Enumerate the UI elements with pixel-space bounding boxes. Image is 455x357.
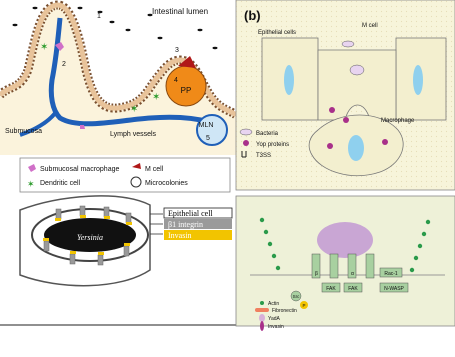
legend-c-2: YadA <box>268 316 280 322</box>
legend-c-0: Actin <box>268 301 280 307</box>
microcolony-icon <box>131 177 141 187</box>
panel-b-tag: (b) <box>244 8 261 23</box>
actin-icon <box>260 301 264 305</box>
submucosa-label: Submucosa <box>5 128 42 135</box>
dendritic-cell-icon: ✶ <box>27 179 35 189</box>
fibronectin-icon <box>255 308 269 312</box>
invasin-bacterium <box>317 222 373 258</box>
legend-a-3: Microcolonies <box>145 180 188 187</box>
c-label-0: FAK <box>326 286 336 292</box>
number-4: 4 <box>174 77 178 84</box>
epithelial-label: Epithelial cells <box>258 30 297 36</box>
panel-a <box>0 5 236 155</box>
yersinia-label: Yersinia <box>77 233 103 242</box>
number-5: 5 <box>206 135 210 142</box>
c-label-3: N-WASP <box>384 286 404 292</box>
lumen-title: Intestinal lumen <box>152 7 209 16</box>
c-label-5: P <box>302 303 306 308</box>
legend-y-2: Invasin <box>168 231 192 240</box>
m-cell-label: M cell <box>362 23 378 29</box>
invasin-icon <box>260 321 264 331</box>
yada-icon <box>259 314 265 322</box>
panel-c <box>236 196 455 331</box>
legend-a-0: Submucosal macrophage <box>40 166 120 173</box>
bacteria-icon <box>240 129 252 135</box>
svg-text:✶: ✶ <box>130 104 139 115</box>
legend-a-2: Dendritic cell <box>40 180 81 187</box>
lymph-vessels-label: Lymph vessels <box>110 131 157 138</box>
number-1: 1 <box>97 13 101 20</box>
legend-b-1: Yop proteins <box>256 142 290 148</box>
number-3: 3 <box>175 47 179 54</box>
panel-b <box>236 0 455 190</box>
mln-node <box>197 115 227 145</box>
c-label-1: FAK <box>348 286 358 292</box>
macrophage-label: Macrophage <box>381 118 415 124</box>
legend-a-1: M cell <box>145 166 164 173</box>
c-label-2: Rac-1 <box>384 271 398 277</box>
svg-text:✶: ✶ <box>40 42 49 53</box>
legend-b-2: T3SS <box>256 153 272 159</box>
mln-label: MLN <box>198 122 214 129</box>
panel-yersinia <box>0 196 236 325</box>
pp-label: PP <box>180 86 192 95</box>
receptor-alpha: α <box>351 271 354 277</box>
svg-text:✶: ✶ <box>152 92 161 103</box>
number-2: 2 <box>62 61 66 68</box>
panel-a-legend <box>20 158 230 192</box>
legend-b-0: Bacteria <box>256 131 279 137</box>
legend-y-1: β1 integrin <box>168 220 203 229</box>
yop-icon <box>243 140 249 146</box>
legend-y-0: Epithelial cell <box>168 209 213 218</box>
legend-c-3: Invasin <box>268 324 284 330</box>
legend-c-1: Fibronectin <box>272 308 297 314</box>
receptor-beta: β <box>315 271 318 277</box>
c-label-4: Src <box>292 294 300 299</box>
